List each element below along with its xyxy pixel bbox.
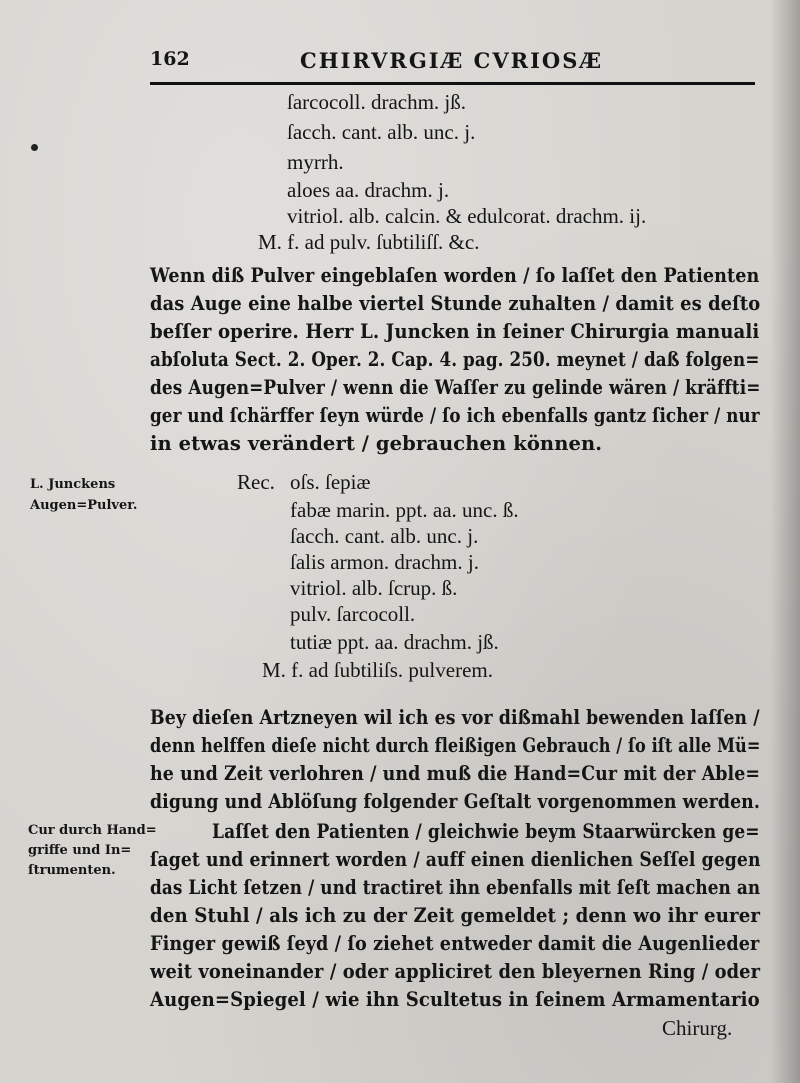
recipe1-line: ſacch. cant. alb. unc. j. <box>287 120 476 144</box>
recipe1-line: ſarcocoll. drachm. jß. <box>287 90 467 114</box>
recipe2-line: vitriol. alb. ſcrup. ß. <box>290 576 458 600</box>
margin-note: griffe und In= <box>28 843 132 858</box>
paragraph3-line: ſaget und erinnert worden / auff einen dienlichen Seſſel gegen <box>150 848 761 871</box>
recipe2-line: oſs. ſepiæ <box>290 470 371 494</box>
recipe2-line: M. f. ad ſubtiliſs. pulverem. <box>262 658 493 682</box>
page-number: 162 <box>150 48 190 70</box>
paragraph1-line: beſſer operire. Herr L. Juncken in ſeiner Chirurgia manuali <box>150 320 760 343</box>
recipe1-line: myrrh. <box>287 150 344 174</box>
recipe2-line: ſacch. cant. alb. unc. j. <box>290 524 479 548</box>
paragraph1-line: ger und ſchärffer ſeyn würde / ſo ich ebenfalls gantz ſicher / nur <box>150 404 760 427</box>
paragraph1-line: in etwas verändert / gebrauchen können. <box>150 432 603 455</box>
paragraph1-line: das Auge eine halbe viertel Stunde zuhalten / damit es deſto <box>150 292 761 315</box>
margin-note: L. Junckens <box>30 477 116 492</box>
paragraph1-line: des Augen=Pulver / wenn die Waſſer zu gelinde wären / kräffti= <box>150 376 761 399</box>
paragraph2-line: he und Zeit verlohren / und muß die Hand=Cur mit der Able= <box>150 762 761 785</box>
margin-note: ſtrumenten. <box>28 863 116 878</box>
header-rule <box>150 82 755 85</box>
running-title: CHIRVRGIÆ CVRIOSÆ <box>300 48 604 73</box>
page-header <box>150 48 755 82</box>
paragraph2-line: denn helffen dieſe nicht durch fleißigen Gebrauch / ſo iſt alle Mü= <box>150 734 761 757</box>
paragraph1-line: Wenn diß Pulver eingeblaſen worden / ſo laſſet den Patienten <box>150 264 760 287</box>
recipe1-line: M. f. ad pulv. ſubtiliſſ. &c. <box>258 230 480 254</box>
page-edge-shadow <box>770 0 800 1083</box>
ink-spot <box>31 144 38 151</box>
recipe2-line: fabæ marin. ppt. aa. unc. ß. <box>290 498 519 522</box>
paragraph3-line: Augen=Spiegel / wie ihn Scultetus in ſeinem Armamentario <box>150 988 760 1011</box>
margin-note: Cur durch Hand= <box>28 823 157 838</box>
recipe1-line: aloes aa. drachm. j. <box>287 178 450 202</box>
paragraph1-line: abſoluta Sect. 2. Oper. 2. Cap. 4. pag. 250. meynet / daß folgen= <box>150 348 760 371</box>
paragraph3-line: das Licht ſetzen / und tractiret ihn ebenfalls mit ſeſt machen an <box>150 876 761 899</box>
catchword: Chirurg. <box>662 1016 733 1040</box>
paragraph3-line: weit voneinander / oder appliciret den bleyernen Ring / oder <box>150 960 761 983</box>
recipe2-line: pulv. ſarcocoll. <box>290 602 416 626</box>
paragraph3-line: den Stuhl / als ich zu der Zeit gemeldet ; denn wo ihr eurer <box>150 904 761 927</box>
recipe2-rec: Rec. <box>237 470 275 494</box>
paragraph2-line: digung und Ablöſung folgender Geſtalt vorgenommen werden. <box>150 790 760 813</box>
paragraph3-line: Finger gewiß ſeyd / ſo ziehet entweder damit die Augenlieder <box>150 932 760 955</box>
recipe2-line: ſalis armon. drachm. j. <box>290 550 479 574</box>
recipe1-line: vitriol. alb. calcin. & edulcorat. drachm. ij. <box>287 204 647 228</box>
margin-note: Augen=Pulver. <box>30 498 138 513</box>
recipe2-line: tutiæ ppt. aa. drachm. jß. <box>290 630 499 654</box>
paragraph2-line: Bey dieſen Artzneyen wil ich es vor dißmahl bewenden laſſen / <box>150 706 760 729</box>
paragraph3-line: Laſſet den Patienten / gleichwie beym Staarwürcken ge= <box>212 820 760 843</box>
